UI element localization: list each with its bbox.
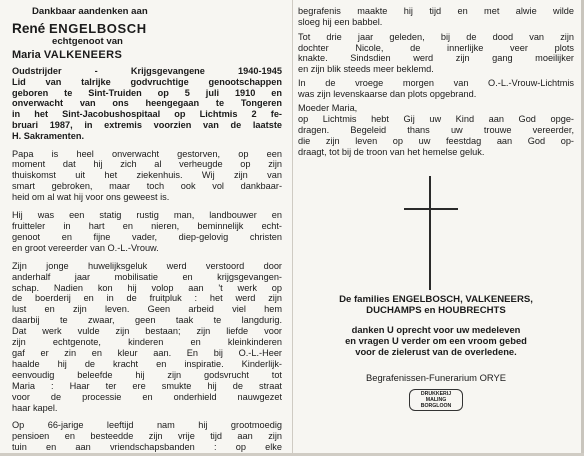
families-line: DUCHAMPS en HOUBRECHTS <box>366 305 506 317</box>
printer-name: DRUKKERIJ MALING <box>420 390 452 403</box>
text-line: Zijn jonge huwelijksgeluk werd verstoord door <box>12 260 282 271</box>
text-line: begrafenis maakte hij tijd en met alwie wilde <box>298 6 574 16</box>
spouse-name <box>12 49 282 62</box>
text-line: en groot vereerder van O.-L.-Vrouw. <box>12 242 159 253</box>
deceased-name <box>12 21 282 36</box>
cross-horizontal-bar <box>404 208 458 210</box>
families-block <box>298 294 574 317</box>
text-line: gaf er zin en kleur aan. En bij O.-L.-Heer <box>12 347 282 358</box>
text-line: fruitteler in hart en nieren, beminnelijk echt- <box>12 221 282 232</box>
families-line: De families ENGELBOSCH, VALKENEERS, <box>339 293 533 305</box>
text-line: heid om al wat hij voor ons geweest is. <box>12 192 170 203</box>
text-line: Op 66-jarige leeftijd nam hij grootmoedig <box>12 420 282 431</box>
left-page <box>12 6 282 453</box>
text-line: Hij was een statig rustig man, landbouwer en <box>12 210 282 221</box>
text-line: op Lichtmis hebt Gij uw Kind aan God opge- <box>298 113 574 124</box>
paragraph <box>12 261 282 414</box>
remembrance-heading: Dankbaar aandenken aan <box>32 6 148 17</box>
header-line: in het Sint-Jacobushospitaal op Lichtmis 2 fe- <box>12 109 282 120</box>
text-line: moment dat hij zich al verheugde op zijn <box>12 159 282 170</box>
text-line: dochter Nicole, de innerlijke veer plots <box>298 42 574 53</box>
text-line: schap. Nadien kon hij volop aan 't werk op <box>12 282 282 293</box>
text-line: haar kapel. <box>12 402 58 413</box>
text-line: draagt, tot bij de troon van het hemelse geluk. <box>298 146 485 157</box>
text-line: Maria : Haar ter ere smukte hij de straat <box>12 380 282 391</box>
text-line: en zijn blik steeds meer beklemd. <box>298 64 434 75</box>
text-line: zijn echtgenote, kinderen en kleinkinderen <box>12 337 282 348</box>
text-line: Dat werk vulde zijn bestaan; zijn liefde voor <box>12 326 282 337</box>
header-line: H. Sakramenten. <box>12 130 84 141</box>
text-line: daarbij te zwaar, geen taak te langdurig. <box>12 315 282 326</box>
text-line: sloeg hij een babbel. <box>298 17 383 28</box>
prayer-paragraph <box>298 103 574 158</box>
text-line: voor de processie en onderhield nauwgezet <box>12 391 282 402</box>
thanks-line: danken U oprecht voor uw medeleven <box>351 323 521 335</box>
text-line: was zijn levenskaarse dan plots opgebrand. <box>298 89 477 100</box>
header-line: geboren te Sint-Truiden op 5 juli 1910 en <box>12 87 282 98</box>
paragraph <box>298 32 574 76</box>
header-line: Lid van talrijke godvruchtige genootschappen <box>12 76 282 87</box>
text-line: haalde hij de kracht en inspiratie. Kinderlijk- <box>12 358 282 369</box>
text-line: thuiskomst uit het ziekenhuis. Wij zijn van <box>12 170 282 181</box>
biography-header <box>12 66 282 142</box>
text-line: In de vroege morgen van O.-L.-Vrouw-Lichtmis <box>298 78 574 89</box>
text-line: pensioen en besteedde zijn vrije tijd aan zijn <box>12 431 282 442</box>
text-line: de boerderij en in de fruitpluk : het werd zijn <box>12 293 282 304</box>
header-line: onverwacht van ons heengegaan te Tongeren <box>12 98 282 109</box>
card-fold <box>292 0 293 456</box>
thanks-line: voor de zielerust van de overledene. <box>355 346 517 358</box>
cross-vertical-bar <box>429 176 431 290</box>
deceased-surname: ENGELBOSCH <box>49 21 147 36</box>
spouse-surname: VALKENEERS <box>43 49 123 61</box>
spouse-label: echtgenoot van <box>52 36 123 47</box>
paragraph <box>12 420 282 453</box>
text-line: eenvoudig beleefde hij zijn godsvrucht tot <box>12 369 282 380</box>
text-line: knakte. Sindsdien werd zijn gang moeilijker <box>298 53 574 64</box>
text-line: lust en zijn leven. Geen arbeid viel hem <box>12 304 282 315</box>
printer-stamp <box>409 389 463 411</box>
text-line: die zijn leven op uw feestdag aan God op- <box>298 135 574 146</box>
header-line: Oudstrijder - Krijgsgevangene 1940-1945 <box>12 66 282 76</box>
text-line: Moeder Maria, <box>298 103 358 114</box>
text-line: genoot en fijne vader, diep-gelovig christen <box>12 231 282 242</box>
text-line: dragen. Begeleid thans uw trouwe vereerder, <box>298 124 574 135</box>
paragraph <box>12 210 282 254</box>
text-line: tuin en aan vriendschapsbanden : op elke <box>12 442 282 453</box>
text-line: anderhalf jaar mobilisatie en krijgsgevangen- <box>12 271 282 282</box>
paragraph <box>298 6 574 29</box>
paragraph <box>298 78 574 100</box>
funeral-home: Begrafenissen-Funerarium ORYE <box>366 371 506 383</box>
cross-icon <box>298 168 574 294</box>
thanks-line: en vragen U verder om een vroom gebed <box>345 335 527 347</box>
right-page <box>298 6 574 411</box>
header-line: bruari 1987, in extremis voorzien van de laatste <box>12 119 282 130</box>
paragraph <box>12 149 282 204</box>
text-line: smart gebroken, maar toch ook vol dankbaar- <box>12 181 282 192</box>
thanks-block <box>298 324 574 358</box>
deceased-first-name: René <box>12 21 46 36</box>
spouse-first-name: Maria <box>12 49 41 61</box>
text-line: Tot drie jaar geleden, bij de dood van zijn <box>298 31 574 42</box>
text-line: Papa is heel onverwacht gestorven, op een <box>12 148 282 159</box>
printer-town: BORGLOON <box>420 402 452 409</box>
